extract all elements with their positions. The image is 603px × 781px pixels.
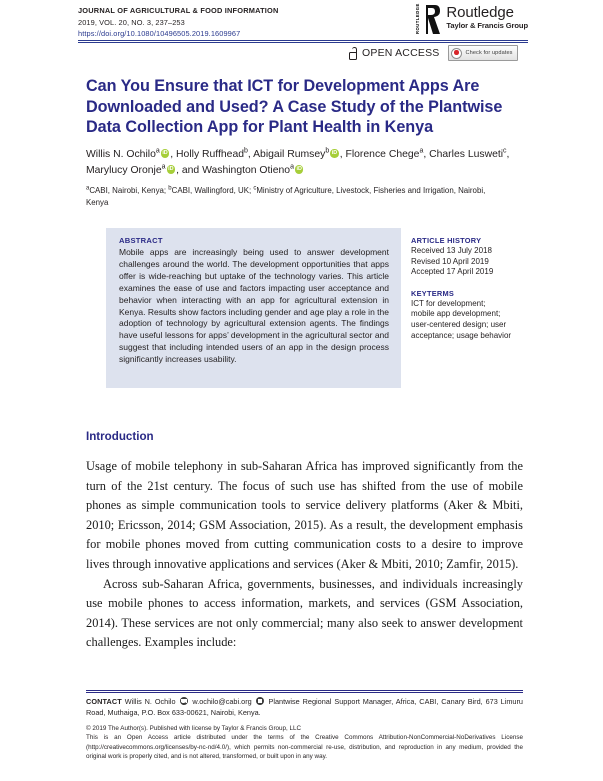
check-for-updates-button[interactable]	[448, 45, 517, 61]
envelope-icon	[180, 697, 188, 705]
header-divider	[78, 40, 528, 43]
open-access-label: OPEN ACCESS	[362, 47, 440, 59]
author-affiliation-mark: a	[161, 163, 166, 171]
author-list: Willis N. Ochilo$^a$ iD , Holly Ruffhead$^b$, Abigail Rumsey$^b$ iD , Florence Chege$^a$, Charles Lusweti$^c$, Marylucy Oronje$^a$ iD , and Washington Otieno$^a$iD	[86, 147, 531, 179]
publisher-name: Routledge	[446, 4, 514, 21]
affiliation-mark: a	[86, 185, 90, 192]
keyterms-line: acceptance; usage behavior	[411, 330, 512, 340]
orcid-icon[interactable]	[330, 149, 339, 158]
keyterms-line: mobile app development;	[411, 309, 501, 319]
crossmark-icon	[451, 48, 462, 59]
affiliation-mark: b	[168, 185, 172, 192]
author-affiliation-mark: a	[290, 163, 294, 171]
article-received-date: Received 13 July 2018	[411, 246, 492, 255]
orcid-icon[interactable]	[295, 165, 304, 174]
contact-label: CONTACT	[86, 697, 122, 706]
contact-email[interactable]: w.ochilo@cabi.org	[192, 697, 252, 706]
author-name: Holly Ruffhead	[176, 149, 245, 160]
author-name: Florence Chege	[345, 149, 420, 160]
journal-name: JOURNAL OF AGRICULTURAL & FOOD INFORMATION	[78, 6, 279, 15]
affiliation-mark: c	[253, 185, 257, 192]
affiliation-list	[86, 185, 506, 208]
affiliation-text: CABI, Wallingford, UK;	[171, 186, 252, 195]
affiliation-text: Ministry of Agriculture, Livestock, Fisheries and Irrigation, Nairobi, Kenya	[86, 186, 486, 207]
meta-spacer	[411, 278, 529, 289]
keyterms-line: ICT for development;	[411, 298, 486, 308]
affiliation-text: CABI, Nairobi, Kenya;	[89, 186, 167, 195]
license-block	[86, 724, 523, 762]
open-access-row	[349, 45, 529, 61]
author-name: Abigail Rumsey	[253, 149, 326, 160]
footer-divider	[86, 690, 523, 693]
author-affiliation-mark: a	[419, 147, 424, 155]
author-affiliation-mark: c	[503, 147, 507, 155]
routledge-vertical-label: ROUTLEDGE	[415, 3, 421, 34]
article-revised-date: Revised 10 April 2019	[411, 256, 489, 266]
abstract-text: Mobile apps are increasingly being used to answer development challenges around the world. The development opportunities that apps offer is wide-reaching but uptake of the technology varies. This article examines the ease of use and factors impacting user acceptance and behavior when interacting with an app for agricultural extension in Kenya. Results show factors including gender and age play a role in the adoption of technology by agricultural extension agents. The findings have useful lessons for apps’ development in the agricultural sector and suggest that including intended users of an app in the design process significantly increases usability.	[119, 247, 389, 365]
keyterms-line: user-centered design; user	[411, 319, 507, 329]
contact-block	[86, 697, 523, 718]
author-affiliation-mark: b	[244, 147, 248, 155]
journal-issue-line: 2019, VOL. 20, NO. 3, 237–253	[78, 17, 185, 27]
open-lock-icon	[349, 47, 358, 60]
routledge-logo	[415, 4, 528, 35]
orcid-icon[interactable]	[167, 165, 176, 174]
contact-address: Plantwise Regional Support Manager, Africa, CABI, Canary Bird, 673 Limuru Road, Muthaiga, P.O. Box 633-00621, Nairobi, Kenya.	[86, 697, 523, 717]
doi-link[interactable]: https://doi.org/10.1080/10496505.2019.1609967	[78, 29, 241, 38]
routledge-wordmark	[446, 4, 528, 31]
introduction-body	[86, 457, 523, 653]
author-affiliation-mark: a	[155, 147, 160, 155]
author-name: Willis N. Ochilo	[86, 149, 156, 160]
author-name: Washington Otieno	[202, 165, 291, 176]
orcid-icon[interactable]	[161, 149, 170, 158]
paragraph: Usage of mobile telephony in sub-Saharan Africa has improved significantly from the turn of the 21st century. The focus of such use has shifted from the use of mobile phones as simple communication tools to service delivery platforms (Aker & Mbiti, 2010; Ericsson, 2014; GSM Association, 2015). As a result, the development emphasis for mobile phones moved from cutting communication costs to a desire to improve lives through innovative applications and services (Aker & Mbiti, 2010; Zamfir, 2015).	[86, 459, 523, 571]
building-icon	[256, 697, 264, 705]
abstract-label: ABSTRACT	[119, 236, 163, 245]
keyterms-heading: KEYTERMS	[411, 288, 455, 298]
page-title: Can You Ensure that ICT for Development Apps Are Downloaded and Used? A Case Study of the Plantwise Data Collection App for Plant Health in Kenya	[86, 77, 503, 137]
copyright-line: © 2019 The Author(s). Published with license by Taylor & Francis Group, LLC	[86, 725, 302, 732]
article-accepted-date: Accepted 17 April 2019	[411, 267, 494, 277]
paragraph: Across sub-Saharan Africa, governments, businesses, and individuals increasingly use mobile phones to access information, markets, and services (GSM Association, 2014). These services are not only commercial; many also seek to answer development challenges. Examples include:	[86, 576, 523, 650]
article-history-heading: ARTICLE HISTORY	[411, 236, 482, 245]
routledge-mark-icon	[415, 4, 441, 35]
author-name: Marylucy Oronje	[86, 165, 162, 176]
article-meta-column	[411, 236, 529, 341]
section-heading-introduction: Introduction	[86, 430, 154, 443]
check-for-updates-label: Check for updates	[465, 50, 513, 56]
contact-name: Willis N. Ochilo	[124, 697, 176, 706]
abstract-panel	[106, 228, 401, 388]
publisher-tagline: Taylor & Francis Group	[446, 21, 528, 30]
author-name: Charles Lusweti	[429, 149, 504, 160]
author-affiliation-mark: b	[325, 147, 330, 155]
license-text: This is an Open Access article distributed under the terms of the Creative Commons Attribution-NonCommercial-NoDerivatives License (http://creativecommons.org/licenses/by-nc-nd/4.0/), which permits non-commercial re-use, distribution, and reproduction in any medium, provided the original work is properly cited, and is not altered, transformed, or built upon in any way.	[86, 734, 523, 761]
